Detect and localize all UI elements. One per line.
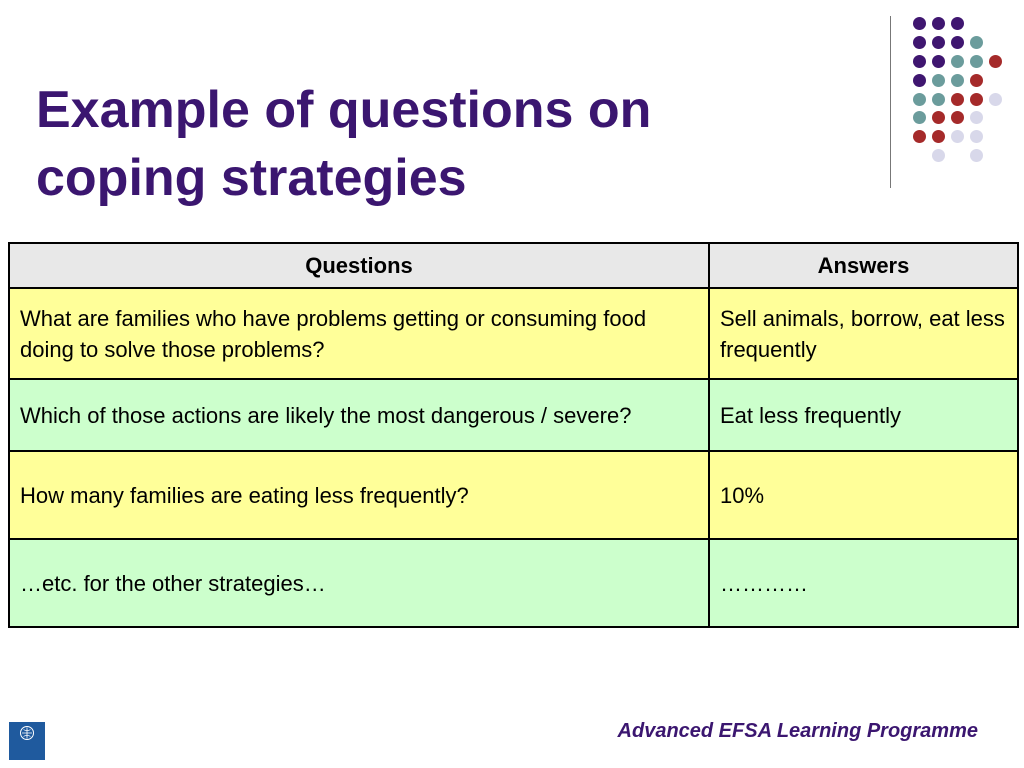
answer-cell: ………… <box>709 539 1018 627</box>
dot <box>932 93 945 106</box>
dot <box>913 55 926 68</box>
dot <box>951 17 964 30</box>
footer-programme-name: Advanced EFSA Learning Programme <box>617 720 978 742</box>
answer-cell: Sell animals, borrow, eat less frequently <box>709 288 1018 379</box>
dot <box>932 74 945 87</box>
dot <box>932 36 945 49</box>
dot <box>913 17 926 30</box>
question-cell: Which of those actions are likely the most dangerous / severe? <box>9 379 709 451</box>
dot <box>951 130 964 143</box>
dot <box>951 93 964 106</box>
dot <box>913 93 926 106</box>
dot <box>970 74 983 87</box>
table-row <box>9 539 1018 627</box>
dot <box>989 55 1002 68</box>
dot <box>989 93 1002 106</box>
divider-line <box>890 16 891 188</box>
dot <box>970 55 983 68</box>
coping-strategies-table <box>8 242 1019 628</box>
question-cell: How many families are eating less frequently? <box>9 451 709 539</box>
wfp-logo <box>9 722 45 760</box>
dot <box>913 36 926 49</box>
dot <box>932 55 945 68</box>
title-line-2: coping strategies <box>36 149 467 207</box>
dot <box>951 36 964 49</box>
dot <box>932 17 945 30</box>
title-line-1: Example of questions on <box>36 81 652 139</box>
wfp-emblem-icon <box>19 725 35 741</box>
table-row <box>9 288 1018 379</box>
answer-cell: 10% <box>709 451 1018 539</box>
dot <box>913 74 926 87</box>
dot <box>932 111 945 124</box>
dot <box>970 130 983 143</box>
dot <box>913 130 926 143</box>
dot <box>932 149 945 162</box>
dot <box>951 74 964 87</box>
header-questions: Questions <box>9 243 709 288</box>
slide-title <box>36 76 796 212</box>
dot <box>932 130 945 143</box>
dot <box>913 111 926 124</box>
question-cell: What are families who have problems getting or consuming food doing to solve those problems? <box>9 288 709 379</box>
dot <box>970 111 983 124</box>
dot <box>970 149 983 162</box>
table-header-row <box>9 243 1018 288</box>
dot <box>970 93 983 106</box>
dot <box>951 55 964 68</box>
table-row <box>9 379 1018 451</box>
question-cell: …etc. for the other strategies… <box>9 539 709 627</box>
answer-cell: Eat less frequently <box>709 379 1018 451</box>
dot <box>970 36 983 49</box>
header-answers: Answers <box>709 243 1018 288</box>
table-row <box>9 451 1018 539</box>
dot <box>951 111 964 124</box>
